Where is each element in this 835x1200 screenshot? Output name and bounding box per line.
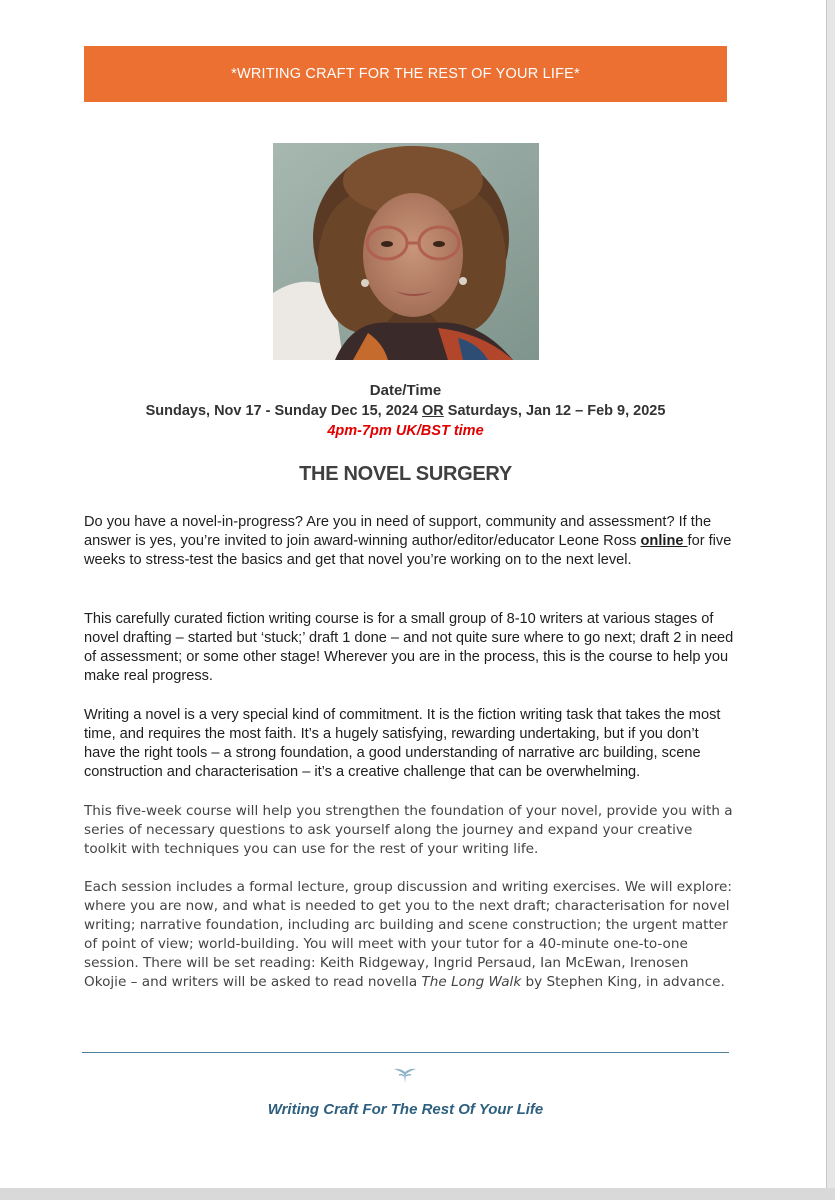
paragraph-sessions	[84, 878, 734, 992]
course-time: 4pm-7pm UK/BST time	[327, 423, 484, 439]
sessions-text-end: by Stephen King, in advance.	[521, 974, 725, 990]
author-photo	[273, 143, 539, 360]
dates-or: OR	[422, 403, 444, 419]
paragraph-commitment: Writing a novel is a very special kind of commitment. It is the fiction writing task that takes the most time, and requires the most faith. It’s a hugely satisfying, rewarding undertaking, but if you don’t have the right tools – a strong foundation, a good understanding of narrative arc building, scene construction and characterisation – it’s a creative challenge that can be overwhelming.	[84, 707, 721, 780]
footer-title: Writing Craft For The Rest Of Your Life	[267, 1101, 544, 1118]
footer-divider	[82, 1052, 729, 1053]
banner-title: *WRITING CRAFT FOR THE REST OF YOUR LIFE*	[231, 66, 580, 82]
paragraph-course-group: This carefully curated fiction writing course is for a small group of 8-10 writers at various stages of novel drafting – started but ‘stuck;’ draft 1 done – and not quite sure where to go next; draft 2 in need of assessment; or some other stage! Wherever you are in the process, this is the course to help you make real progress.	[84, 611, 734, 684]
intro-text-end: for five weeks to stress-test the basics and get that novel you’re working on to the next level.	[84, 533, 732, 568]
book-title: The Long Walk	[421, 974, 522, 990]
bird-icon	[393, 1066, 417, 1084]
dates-second: Saturdays, Jan 12 – Feb 9, 2025	[443, 403, 666, 419]
course-title: THE NOVEL SURGERY	[299, 463, 512, 485]
dates-first: Sundays, Nov 17 - Sunday Dec 15, 2024	[145, 403, 423, 419]
paragraph-intro	[84, 513, 734, 570]
scrollbar[interactable]	[827, 0, 835, 1188]
sessions-text-start: Each session includes a formal lecture, group discussion and writing exercises. We will explore: where you are now, and what is needed to get you to the next draft; characterisation for novel writing; narrative foundation, including arc building and scene construction; the urgent matter of point of view; world-building. You will meet with your tutor for a 40-minute one-to-one session. There will be set reading: Keith Ridgeway, Ingrid Persaud, Ian McEwan, Irenosen Okojie – and writers will be asked to read novella	[84, 879, 732, 990]
course-dates	[84, 403, 727, 419]
paragraph-five-week: This five-week course will help you strengthen the foundation of your novel, provide you with a series of necessary questions to ask yourself along the journey and expand your creative toolkit with techniques you can use for the rest of your writing life.	[84, 803, 733, 857]
online-link[interactable]: online	[640, 533, 688, 549]
intro-text-start: Do you have a novel-in-progress? Are you in need of support, community and assessment? If the answer is yes, you’re invited to join award-winning author/editor/educator Leone Ross	[84, 514, 712, 549]
header-banner	[84, 46, 727, 102]
date-time-heading: Date/Time	[369, 382, 442, 399]
